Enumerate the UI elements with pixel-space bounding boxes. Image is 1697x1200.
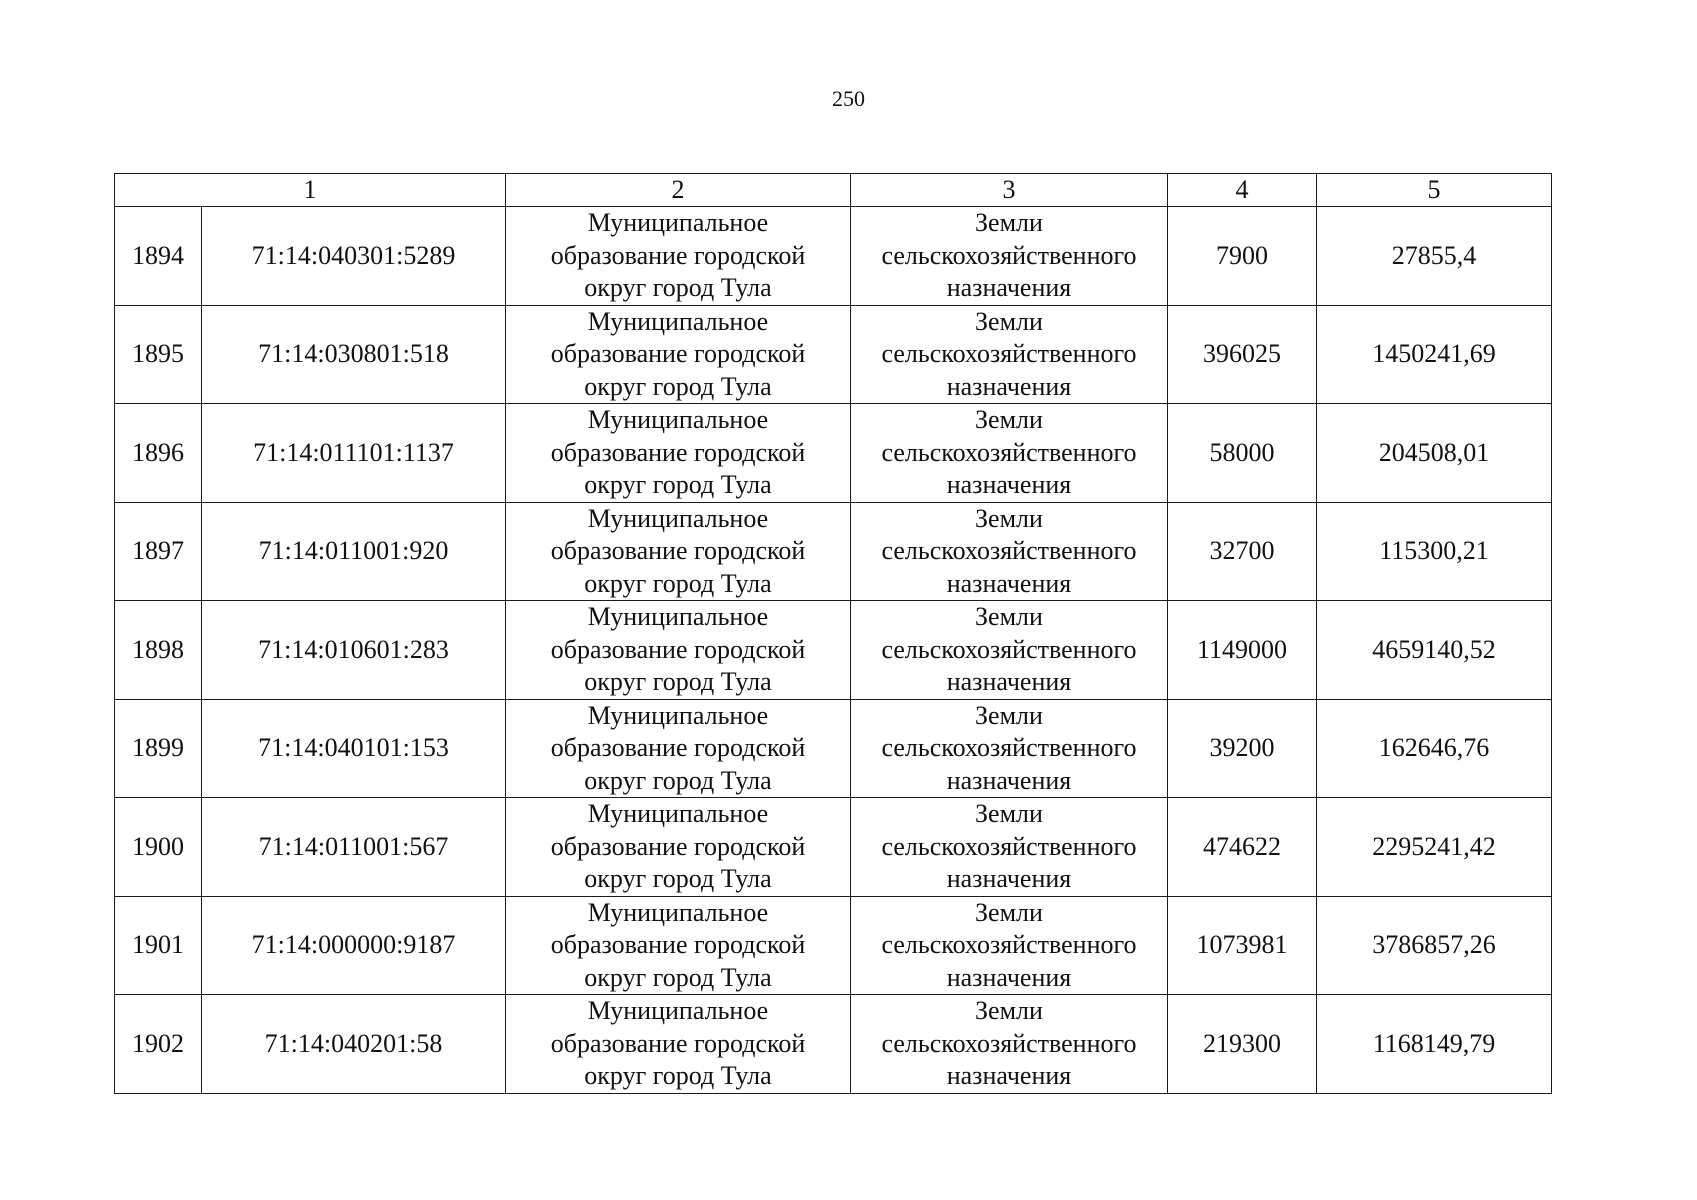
header-cell: 3 xyxy=(851,174,1168,207)
header-row xyxy=(115,174,1552,207)
cadastral-number-cell: 71:14:011001:567 xyxy=(202,798,506,897)
land-category-cell-line: назначения xyxy=(946,470,1072,499)
value-cell: 2295241,42 xyxy=(1317,798,1552,897)
owner-cell-line: Муниципальное xyxy=(587,208,769,237)
land-category-cell-line: сельскохозяйственного xyxy=(881,733,1137,762)
value-cell: 204508,01 xyxy=(1317,404,1552,503)
owner-cell xyxy=(506,305,851,404)
row-number-cell: 1900 xyxy=(115,798,202,897)
header-cell: 2 xyxy=(506,174,851,207)
cadastral-number-cell: 71:14:040101:153 xyxy=(202,699,506,798)
cadastral-number-cell: 71:14:011101:1137 xyxy=(202,404,506,503)
area-cell: 32700 xyxy=(1168,502,1317,601)
land-category-cell-line: назначения xyxy=(946,1061,1072,1090)
table-row xyxy=(115,207,1552,306)
header-cell: 4 xyxy=(1168,174,1317,207)
header-cell: 5 xyxy=(1317,174,1552,207)
land-category-cell-line: назначения xyxy=(946,962,1072,992)
area-cell: 219300 xyxy=(1168,995,1317,1094)
land-category-cell-line: назначения xyxy=(946,667,1072,696)
land-category-cell xyxy=(851,502,1168,601)
land-category-cell-line: сельскохозяйственного xyxy=(881,339,1137,368)
value-cell: 3786857,26 xyxy=(1317,896,1552,995)
land-category-cell-line: Земли xyxy=(975,996,1043,1025)
row-number-cell: 1899 xyxy=(115,699,202,798)
land-category-cell xyxy=(851,207,1168,306)
land-category-cell-line: Земли xyxy=(975,503,1043,533)
cadastral-number-cell: 71:14:040201:58 xyxy=(202,995,506,1094)
row-number-cell: 1895 xyxy=(115,305,202,404)
land-category-cell-line: Земли xyxy=(975,602,1043,631)
land-category-cell-line: сельскохозяйственного xyxy=(881,536,1137,565)
cadastral-number-cell: 71:14:000000:9187 xyxy=(202,896,506,995)
land-category-cell xyxy=(851,699,1168,798)
land-category-cell-line: Земли xyxy=(975,208,1043,237)
land-category-cell-line: Земли xyxy=(975,897,1043,927)
owner-cell xyxy=(506,798,851,897)
area-cell: 58000 xyxy=(1168,404,1317,503)
owner-cell-line: округ город Тула xyxy=(584,470,772,499)
table-row xyxy=(115,502,1552,601)
land-category-cell-line: назначения xyxy=(946,765,1072,795)
owner-cell-line: образование городской xyxy=(550,536,806,565)
value-cell: 27855,4 xyxy=(1317,207,1552,306)
land-category-cell-line: сельскохозяйственного xyxy=(881,634,1137,664)
land-category-cell-line: Земли xyxy=(975,799,1043,828)
area-cell: 396025 xyxy=(1168,305,1317,404)
owner-cell-line: Муниципальное xyxy=(587,700,769,730)
table-row xyxy=(115,305,1552,404)
owner-cell xyxy=(506,502,851,601)
area-cell: 1149000 xyxy=(1168,601,1317,700)
table-row xyxy=(115,601,1552,700)
area-cell: 7900 xyxy=(1168,207,1317,306)
land-category-cell-line: сельскохозяйственного xyxy=(881,240,1137,270)
table-row xyxy=(115,699,1552,798)
table-row xyxy=(115,798,1552,897)
owner-cell-line: Муниципальное xyxy=(587,602,769,631)
owner-cell-line: округ город Тула xyxy=(584,765,772,795)
owner-cell-line: округ город Тула xyxy=(584,273,772,302)
value-cell: 115300,21 xyxy=(1317,502,1552,601)
land-parcels-table xyxy=(114,173,1552,1094)
owner-cell-line: округ город Тула xyxy=(584,1061,772,1090)
owner-cell-line: округ город Тула xyxy=(584,568,772,598)
owner-cell xyxy=(506,601,851,700)
owner-cell-line: Муниципальное xyxy=(587,503,769,533)
table-row xyxy=(115,896,1552,995)
value-cell: 1168149,79 xyxy=(1317,995,1552,1094)
owner-cell-line: Муниципальное xyxy=(587,799,769,828)
owner-cell xyxy=(506,207,851,306)
land-category-cell-line: сельскохозяйственного xyxy=(881,831,1137,861)
table-body xyxy=(115,207,1552,1094)
owner-cell-line: Муниципальное xyxy=(587,306,769,336)
owner-cell-line: образование городской xyxy=(550,339,806,368)
page-number: 250 xyxy=(832,86,865,111)
row-number-cell: 1902 xyxy=(115,995,202,1094)
owner-cell-line: образование городской xyxy=(550,1028,806,1058)
land-category-cell xyxy=(851,404,1168,503)
owner-cell-line: Муниципальное xyxy=(587,897,769,927)
owner-cell-line: образование городской xyxy=(550,733,806,762)
cadastral-number-cell: 71:14:030801:518 xyxy=(202,305,506,404)
land-category-cell-line: Земли xyxy=(975,405,1043,434)
row-number-cell: 1898 xyxy=(115,601,202,700)
row-number-cell: 1897 xyxy=(115,502,202,601)
table-row xyxy=(115,995,1552,1094)
land-category-cell-line: назначения xyxy=(946,864,1072,893)
row-number-cell: 1896 xyxy=(115,404,202,503)
land-category-cell-line: сельскохозяйственного xyxy=(881,1028,1137,1058)
land-category-cell-line: назначения xyxy=(946,273,1072,302)
land-category-cell-line: сельскохозяйственного xyxy=(881,930,1137,959)
owner-cell xyxy=(506,699,851,798)
owner-cell xyxy=(506,404,851,503)
land-category-cell-line: назначения xyxy=(946,371,1072,401)
owner-cell xyxy=(506,995,851,1094)
land-category-cell-line: сельскохозяйственного xyxy=(881,437,1137,467)
header-cell: 1 xyxy=(115,174,506,207)
owner-cell-line: образование городской xyxy=(550,634,806,664)
cadastral-number-cell: 71:14:040301:5289 xyxy=(202,207,506,306)
land-category-cell-line: назначения xyxy=(946,568,1072,598)
owner-cell-line: Муниципальное xyxy=(587,996,769,1025)
area-cell: 474622 xyxy=(1168,798,1317,897)
land-category-cell xyxy=(851,305,1168,404)
value-cell: 162646,76 xyxy=(1317,699,1552,798)
owner-cell-line: образование городской xyxy=(550,437,806,467)
table-row xyxy=(115,404,1552,503)
owner-cell-line: округ город Тула xyxy=(584,667,772,696)
owner-cell-line: образование городской xyxy=(550,831,806,861)
owner-cell-line: образование городской xyxy=(550,930,806,959)
land-category-cell-line: Земли xyxy=(975,306,1043,336)
row-number-cell: 1894 xyxy=(115,207,202,306)
land-category-cell-line: Земли xyxy=(975,700,1043,730)
land-category-cell xyxy=(851,798,1168,897)
owner-cell-line: образование городской xyxy=(550,240,806,270)
owner-cell-line: округ город Тула xyxy=(584,962,772,992)
owner-cell-line: округ город Тула xyxy=(584,864,772,893)
owner-cell-line: Муниципальное xyxy=(587,405,769,434)
value-cell: 1450241,69 xyxy=(1317,305,1552,404)
cadastral-number-cell: 71:14:011001:920 xyxy=(202,502,506,601)
land-category-cell xyxy=(851,995,1168,1094)
owner-cell xyxy=(506,896,851,995)
owner-cell-line: округ город Тула xyxy=(584,371,772,401)
area-cell: 1073981 xyxy=(1168,896,1317,995)
land-category-cell xyxy=(851,896,1168,995)
row-number-cell: 1901 xyxy=(115,896,202,995)
area-cell: 39200 xyxy=(1168,699,1317,798)
land-category-cell xyxy=(851,601,1168,700)
cadastral-number-cell: 71:14:010601:283 xyxy=(202,601,506,700)
value-cell: 4659140,52 xyxy=(1317,601,1552,700)
